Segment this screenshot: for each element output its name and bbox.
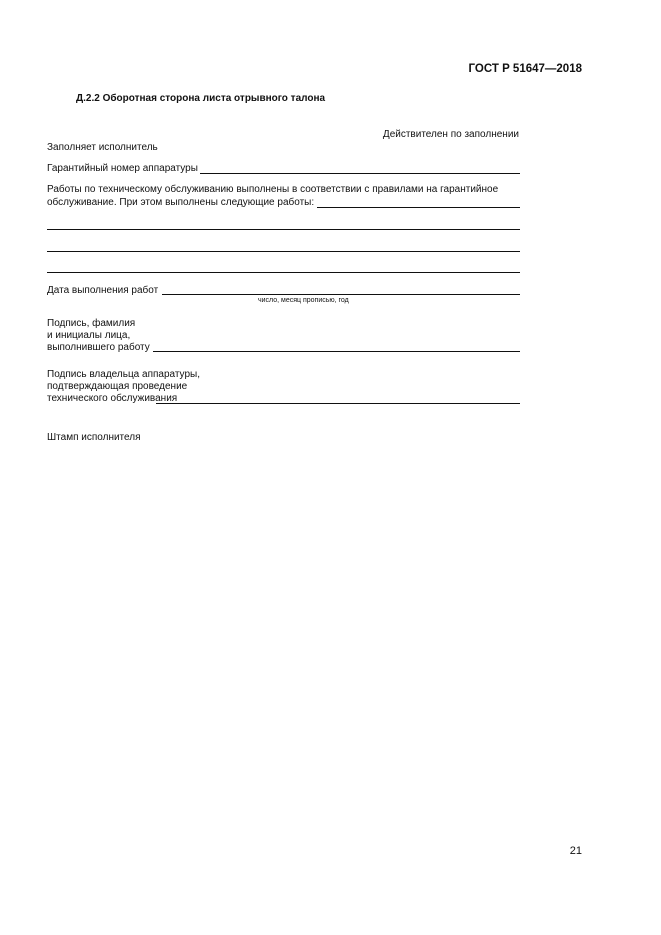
warranty-number-label: Гарантийный номер аппаратуры xyxy=(47,163,198,174)
warranty-number-field[interactable] xyxy=(200,173,520,174)
date-hint: число, месяц прописью, год xyxy=(258,297,349,304)
page-number: 21 xyxy=(569,845,582,857)
date-label: Дата выполнения работ xyxy=(47,285,159,296)
performer-signature-line1: Подпись, фамилия xyxy=(47,318,136,329)
works-label-line1: Работы по техническому обслуживанию выполнены в соответствии с правилами на гарантийное xyxy=(47,184,499,195)
owner-signature-line2: подтверждающая проведение xyxy=(47,381,188,392)
stamp-label: Штамп исполнителя xyxy=(47,432,141,443)
owner-signature-line1: Подпись владельца аппаратуры, xyxy=(47,369,200,380)
works-field-line4[interactable] xyxy=(47,272,520,273)
works-field-line1[interactable] xyxy=(317,207,520,208)
works-label-line2: обслуживание. При этом выполнены следующие работы: xyxy=(47,197,315,208)
performer-signature-line2: и инициалы лица, xyxy=(47,330,131,341)
performer-signature-line3: выполнившего работу xyxy=(47,342,150,353)
section-title: Д.2.2 Оборотная сторона листа отрывного талона xyxy=(76,93,326,104)
performer-signature-field[interactable] xyxy=(153,351,520,352)
owner-signature-line3: технического обслуживания xyxy=(47,393,178,404)
works-field-line2[interactable] xyxy=(47,229,520,230)
standard-code: ГОСТ Р 51647—2018 xyxy=(468,63,582,75)
date-field[interactable] xyxy=(162,294,520,295)
filled-by-label: Заполняет исполнитель xyxy=(47,142,158,153)
works-field-line3[interactable] xyxy=(47,251,520,252)
owner-signature-field[interactable] xyxy=(156,403,520,404)
validity-note: Действителен по заполнении xyxy=(382,129,519,140)
